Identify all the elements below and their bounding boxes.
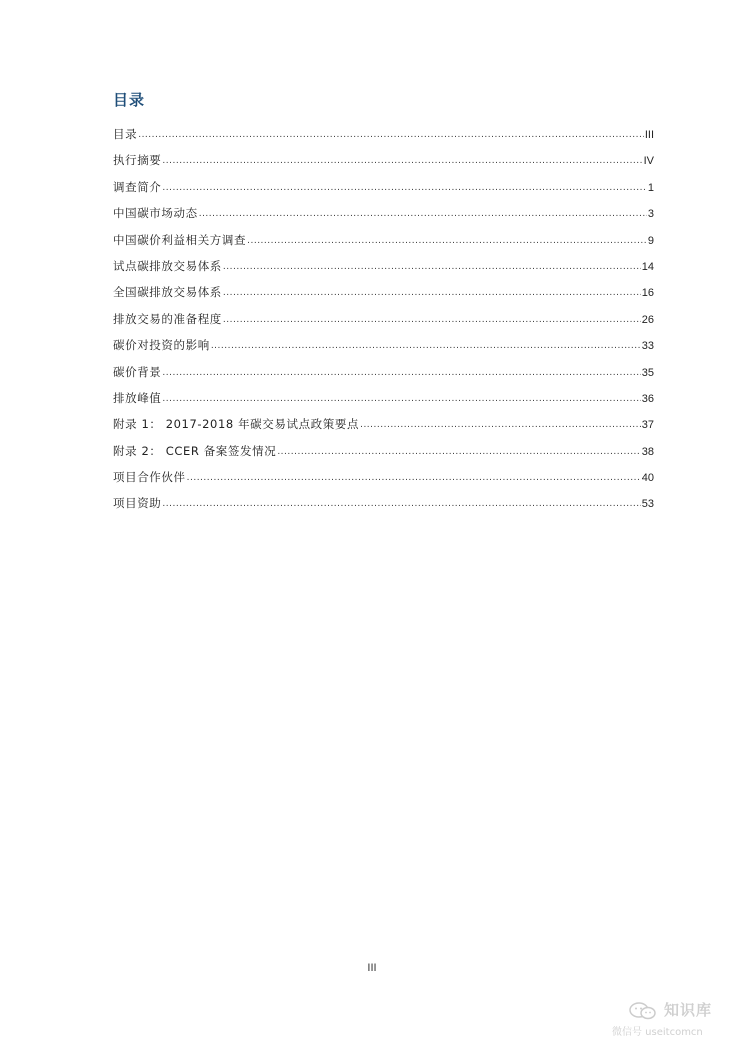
toc-entry-page[interactable]: 16 xyxy=(641,287,654,300)
toc-entry-page[interactable]: 33 xyxy=(641,340,654,353)
page-number: III xyxy=(367,962,377,974)
toc-entry[interactable] xyxy=(113,309,654,335)
toc-entry-title[interactable]: 全国碳排放交易体系 xyxy=(113,285,222,300)
toc-dot-leader xyxy=(162,363,640,383)
toc-entry[interactable] xyxy=(113,441,654,467)
toc-dot-leader xyxy=(360,415,641,435)
toc-heading: 目录 xyxy=(113,91,146,109)
toc-entry-page[interactable]: 53 xyxy=(641,498,654,511)
toc-entry-title[interactable]: 项目资助 xyxy=(113,496,162,511)
toc-entry-title[interactable]: 目录 xyxy=(113,127,138,141)
toc-dot-leader xyxy=(223,257,641,277)
toc-entry[interactable] xyxy=(113,362,654,388)
watermark-subtitle: 微信号 useitcomcn xyxy=(612,1027,703,1038)
toc-entry-title[interactable]: 附录 2： CCER 备案签发情况 xyxy=(113,443,277,458)
toc-entry[interactable] xyxy=(113,414,654,440)
toc-entry[interactable] xyxy=(113,203,654,229)
toc-dot-leader xyxy=(199,204,647,224)
table-of-contents xyxy=(113,124,654,520)
toc-entry-title[interactable]: 排放峰值 xyxy=(113,390,162,405)
toc-dot-leader xyxy=(223,283,641,303)
toc-entry-title[interactable]: 中国碳价利益相关方调查 xyxy=(113,232,247,247)
toc-entry[interactable] xyxy=(113,467,654,493)
toc-entry[interactable] xyxy=(113,230,654,256)
toc-entry-page[interactable]: 26 xyxy=(641,313,654,326)
toc-dot-leader xyxy=(162,389,640,409)
toc-entry-page[interactable]: 35 xyxy=(641,366,654,379)
wechat-icon xyxy=(628,1001,658,1021)
toc-entry[interactable] xyxy=(113,493,654,519)
toc-entry-page[interactable]: 40 xyxy=(641,472,654,485)
toc-entry-title[interactable]: 碳价对投资的影响 xyxy=(113,338,210,353)
toc-entry[interactable] xyxy=(113,388,654,414)
toc-entry-title[interactable]: 试点碳排放交易体系 xyxy=(113,258,222,273)
toc-entry[interactable] xyxy=(113,177,654,203)
toc-dot-leader xyxy=(187,468,641,488)
toc-entry-title[interactable]: 项目合作伙伴 xyxy=(113,470,186,485)
toc-dot-leader xyxy=(138,125,644,145)
toc-entry-title[interactable]: 执行摘要 xyxy=(113,153,162,168)
toc-dot-leader xyxy=(162,178,646,198)
toc-entry[interactable] xyxy=(113,150,654,176)
toc-entry-title[interactable]: 排放交易的准备程度 xyxy=(113,311,222,326)
toc-entry-title[interactable]: 中国碳市场动态 xyxy=(113,206,198,221)
toc-entry[interactable] xyxy=(113,335,654,361)
toc-dot-leader xyxy=(223,310,641,330)
toc-entry-page[interactable]: 1 xyxy=(647,181,654,194)
toc-entry-page[interactable]: 36 xyxy=(641,392,654,405)
toc-entry-page[interactable]: 37 xyxy=(641,419,654,432)
toc-entry[interactable] xyxy=(113,256,654,282)
toc-dot-leader xyxy=(162,494,640,514)
toc-dot-leader xyxy=(247,231,647,251)
toc-entry-page[interactable]: 38 xyxy=(641,445,654,458)
watermark xyxy=(612,999,732,1039)
toc-entry-title[interactable]: 附录 1： 2017-2018 年碳交易试点政策要点 xyxy=(113,417,360,432)
watermark-brand: 知识库 xyxy=(664,1001,713,1019)
toc-dot-leader xyxy=(162,151,642,171)
toc-entry-page[interactable]: 14 xyxy=(641,260,654,273)
toc-entry-title[interactable]: 调查简介 xyxy=(113,179,162,194)
toc-dot-leader xyxy=(211,336,641,356)
toc-entry-page[interactable]: 3 xyxy=(647,208,654,221)
toc-entry-title[interactable]: 碳价背景 xyxy=(113,364,162,379)
toc-entry-page[interactable]: 9 xyxy=(647,234,654,247)
toc-entry[interactable] xyxy=(113,282,654,308)
toc-entry-page[interactable]: III xyxy=(644,129,654,141)
toc-entry[interactable] xyxy=(113,124,654,150)
toc-entry-page[interactable]: IV xyxy=(643,155,654,168)
toc-dot-leader xyxy=(277,442,640,462)
